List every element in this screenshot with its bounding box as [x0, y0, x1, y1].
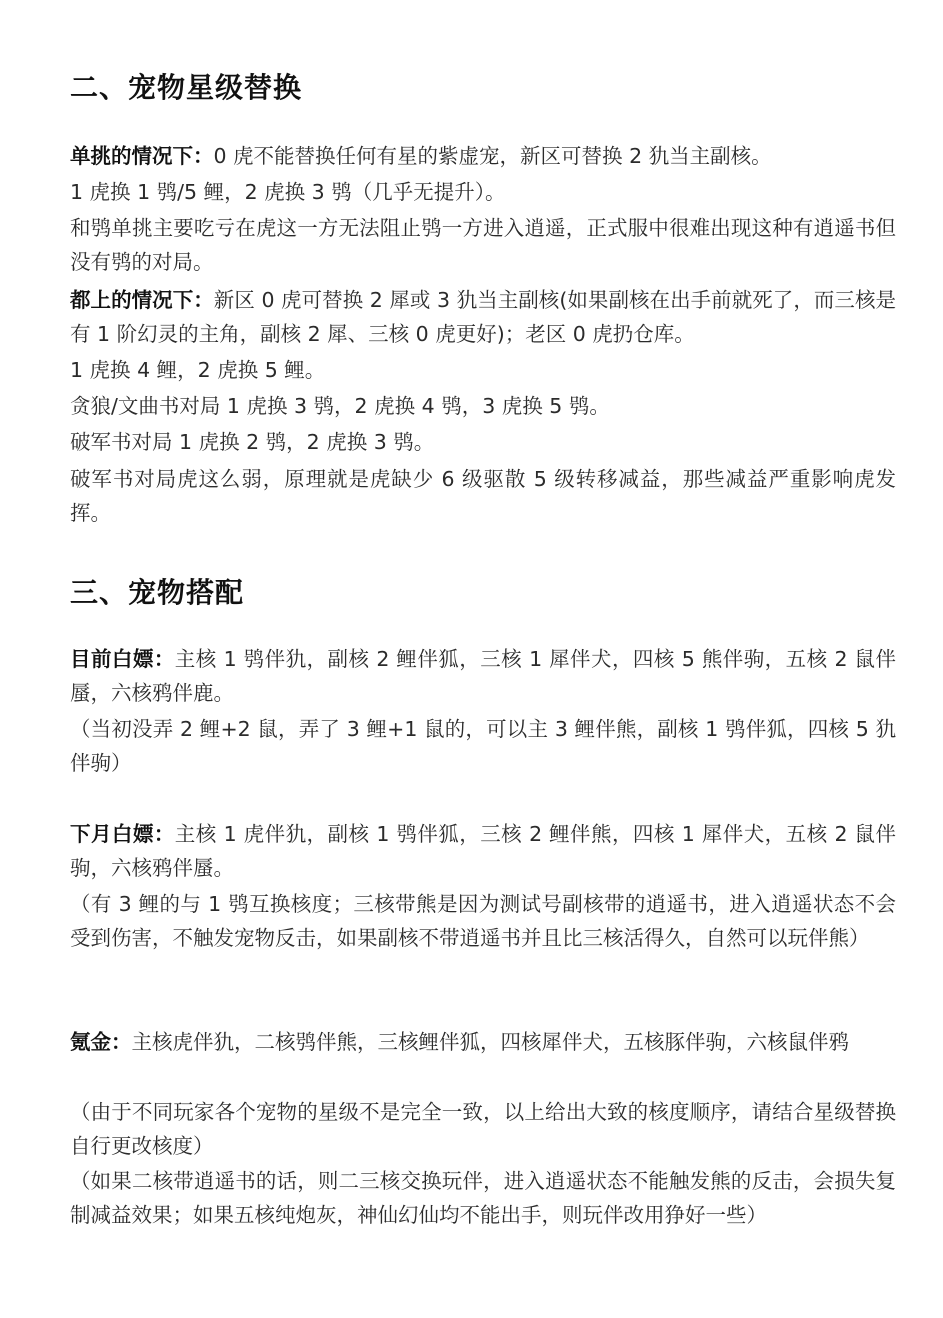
all-up-case-text: 新区 0 虎可替换 2 犀或 3 犰当主副核(如果副核在出手前就死了，而三核是有 1 阶幻灵的主角，副核 2 犀、三核 0 虎更好)；老区 0 虎扔仓库。 — [70, 288, 896, 346]
paragraph-carp-swap: 1 虎换 4 鲤，2 虎换 5 鲤。 — [70, 358, 326, 382]
current-free-label: 目前白嫖： — [70, 647, 175, 671]
paragraph-paid-note-xiaoyao: （如果二核带逍遥书的话，则二三核交换玩伴，进入逍遥状态不能触发熊的反击，会损失复制减益效果；如果五核纯炮灰，神仙幻仙均不能出手，则玩伴改用狰好一些） — [70, 1169, 896, 1227]
paragraph-next-month-note: （有 3 鲤的与 1 鸮互换核度；三核带熊是因为测试号副核带的逍遥书，进入逍遥状态不会受到伤害，不触发宠物反击，如果副核不带逍遥书并且比三核活得久，自然可以玩伴熊） — [70, 892, 896, 950]
next-month-free-label: 下月白嫖： — [70, 822, 175, 846]
paid-label: 氪金： — [70, 1030, 132, 1054]
paragraph-paid — [70, 1025, 896, 1059]
all-up-case-label: 都上的情况下： — [70, 288, 214, 312]
paragraph-solo-swap: 1 虎换 1 鸮/5 鲤，2 虎换 3 鸮（几乎无提升）。 — [70, 180, 506, 204]
next-month-free-text: 主核 1 虎伴犰，副核 1 鸮伴狐，三核 2 鲤伴熊，四核 1 犀伴犬，五核 2 鼠伴驹，六核鸦伴蜃。 — [70, 822, 896, 880]
paragraph-current-free-note: （当初没弄 2 鲤+2 鼠，弄了 3 鲤+1 鼠的，可以主 3 鲤伴熊，副核 1 鸮伴狐，四核 5 犰伴驹） — [70, 717, 896, 775]
paid-text: 主核虎伴犰，二核鸮伴熊，三核鲤伴狐，四核犀伴犬，五核豚伴驹，六核鼠伴鸦 — [131, 1030, 849, 1054]
paragraph-current-free — [70, 642, 896, 710]
paragraph-solo-note: 和鸮单挑主要吃亏在虎这一方无法阻止鸮一方进入逍遥，正式服中很难出现这种有逍遥书但没有鸮的对局。 — [70, 216, 896, 274]
paragraph-pojun-note: 破军书对局虎这么弱，原理就是虎缺少 6 级驱散 5 级转移减益，那些减益严重影响虎发挥。 — [70, 467, 896, 525]
paragraph-tanlang-wenqu-swap: 贪狼/文曲书对局 1 虎换 3 鸮，2 虎换 4 鸮，3 虎换 5 鸮。 — [70, 394, 610, 418]
paragraph-next-month-free — [70, 817, 896, 885]
section-heading-pet-star-replacement: 二、宠物星级替换 — [70, 71, 303, 104]
paragraph-pojun-swap: 破军书对局 1 虎换 2 鸮，2 虎换 3 鸮。 — [70, 430, 435, 454]
paragraph-paid-note-star: （由于不同玩家各个宠物的星级不是完全一致，以上给出大致的核度顺序，请结合星级替换自行更改核度） — [70, 1100, 896, 1158]
current-free-text: 主核 1 鸮伴犰，副核 2 鲤伴狐，三核 1 犀伴犬，四核 5 熊伴驹，五核 2 鼠伴蜃，六核鸦伴鹿。 — [70, 647, 896, 705]
solo-case-text: 0 虎不能替换任何有星的紫虚宠，新区可替换 2 犰当主副核。 — [213, 144, 772, 168]
section-heading-pet-combination: 三、宠物搭配 — [70, 576, 245, 609]
paragraph-all-up-case — [70, 283, 896, 351]
paragraph-solo-case — [70, 139, 896, 173]
solo-case-label: 单挑的情况下： — [70, 144, 214, 168]
